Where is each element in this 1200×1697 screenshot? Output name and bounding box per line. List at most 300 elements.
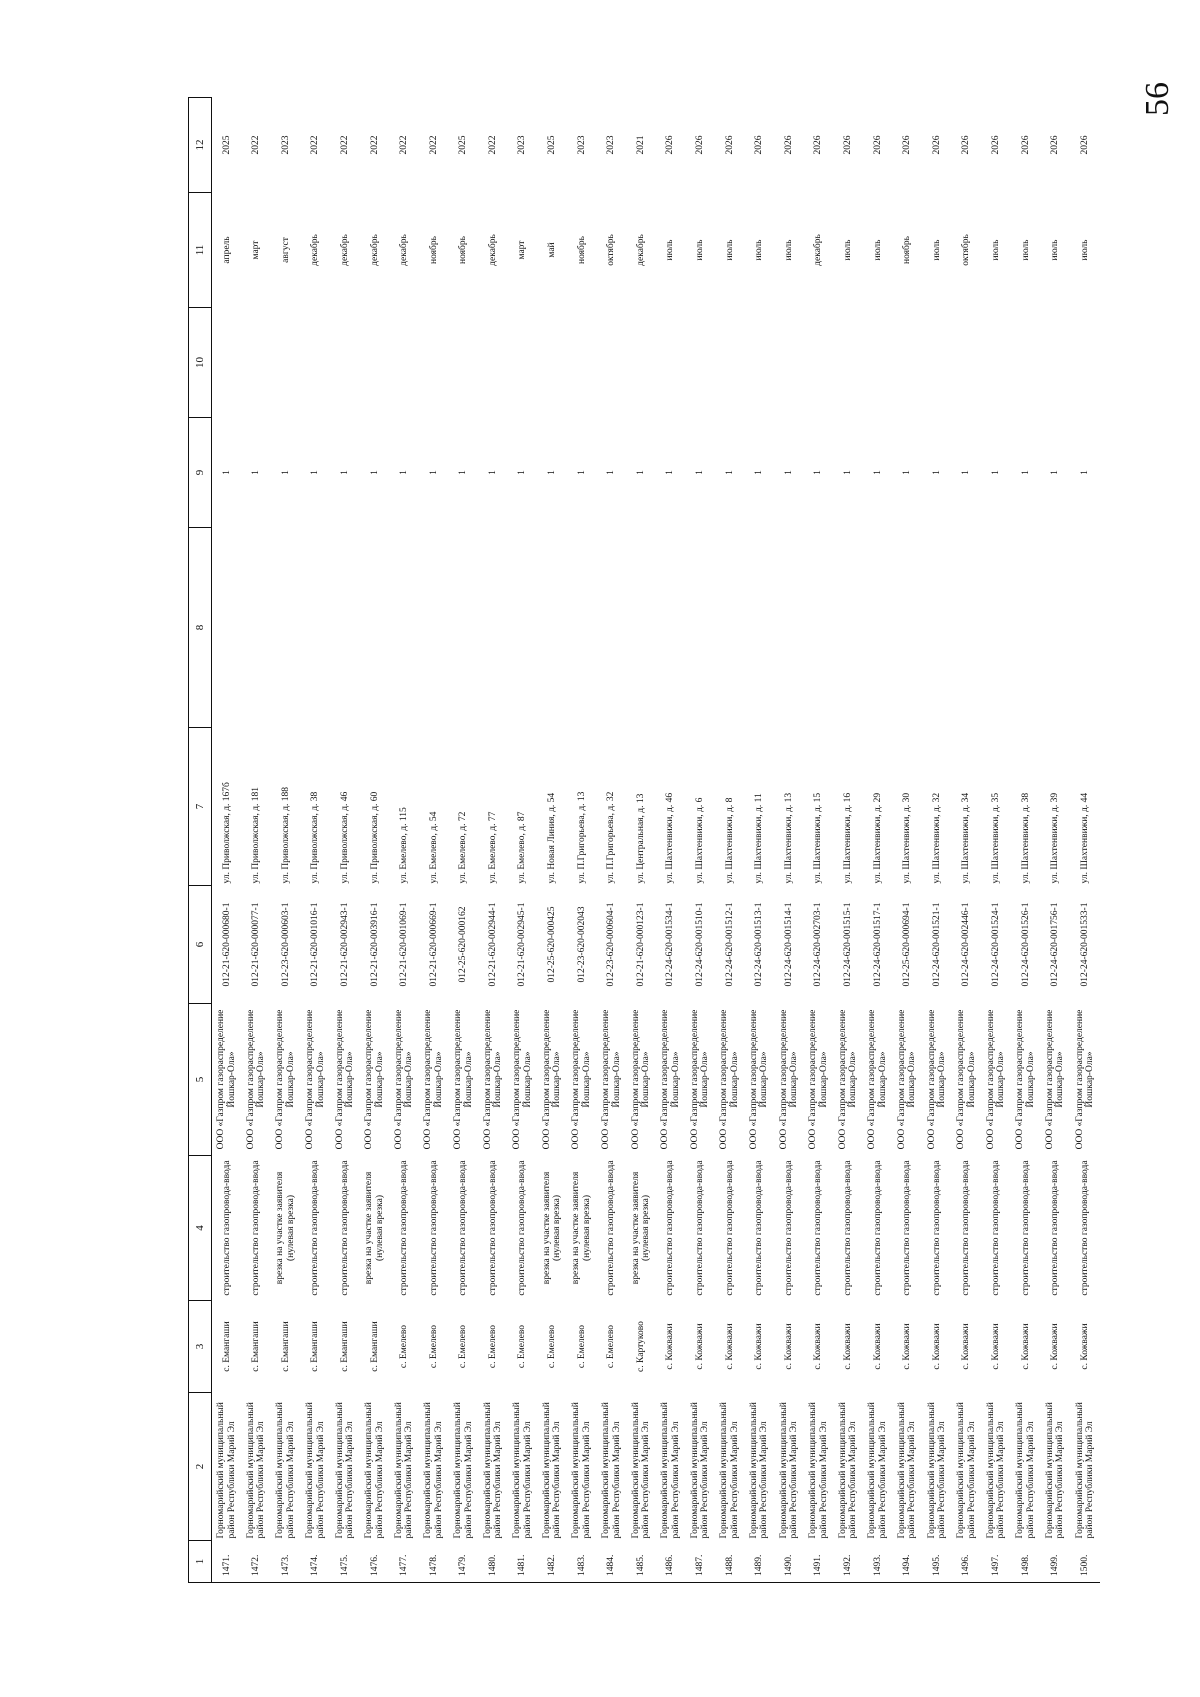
cell-col-7: ул. Шахтенвижи, д. 30 xyxy=(902,792,913,884)
cell-col-3: с. Емангаши xyxy=(221,1321,232,1372)
cell-col-7: ул. Шахтенвижи, д. 13 xyxy=(783,792,794,884)
cell-col-12: 2023 xyxy=(517,135,528,155)
cell-col-6: 012-24-620-002703-1 xyxy=(813,902,824,987)
cell-col-8 xyxy=(449,528,479,728)
cell-col-3: с. Емангаши xyxy=(369,1321,380,1372)
cell-col-12: 2026 xyxy=(1020,135,1031,155)
table-row xyxy=(567,98,597,1583)
cell-col-12: 2026 xyxy=(724,135,735,155)
cell-col-8 xyxy=(863,528,893,728)
cell-col-9: 1 xyxy=(310,470,321,475)
cell-col-4: врезка на участке заявителя (нулевая врезка) xyxy=(630,1171,652,1285)
cell-col-9: 1 xyxy=(547,470,558,475)
cell-col-11: декабрь xyxy=(310,234,321,266)
cell-col-5: ООО «Газпром газораспределение Йошкар-Ола» xyxy=(837,1009,859,1150)
cell-col-12: 2026 xyxy=(872,135,883,155)
cell-col-6: 012-25-620-000694-1 xyxy=(902,902,913,987)
cell-col-1: 1498. xyxy=(1020,1554,1031,1576)
cell-col-3: с. Кожважи xyxy=(931,1323,942,1370)
cell-col-2: Горномарийский муниципальный район Республики Марий Эл xyxy=(334,1402,356,1539)
cell-col-4: врезка на участке заявителя (нулевая врезка) xyxy=(364,1171,385,1285)
cell-col-1: 1473. xyxy=(280,1554,291,1576)
cell-col-11: декабрь xyxy=(369,234,380,266)
cell-col-8 xyxy=(952,528,982,728)
column-header-6: 6 xyxy=(189,886,212,1004)
cell-col-12: 2026 xyxy=(931,135,942,155)
column-header-8: 8 xyxy=(189,528,212,728)
cell-col-2: Горномарийский муниципальный район Республики Марий Эл xyxy=(630,1402,652,1539)
cell-col-7: ул. Емелево, д. 115 xyxy=(399,807,410,884)
cell-col-6: 012-21-620-001069-1 xyxy=(399,902,410,987)
cell-col-5: ООО «Газпром газораспределение Йошкар-Ола» xyxy=(393,1009,415,1150)
cell-col-11: июль xyxy=(1050,239,1061,261)
cell-col-12: 2022 xyxy=(428,135,439,155)
cell-col-7: ул. Шахтенвижи, д. 38 xyxy=(1020,792,1031,884)
cell-col-5: ООО «Газпром газораспределение Йошкар-Ола» xyxy=(453,1009,474,1150)
cell-col-7: ул. П.Григорьева, д. 32 xyxy=(606,791,617,884)
cell-col-11: октябрь xyxy=(606,234,617,266)
cell-col-1: 1496. xyxy=(961,1554,972,1576)
cell-col-12: 2026 xyxy=(783,135,794,155)
cell-col-1: 1487. xyxy=(695,1554,706,1576)
cell-col-10 xyxy=(508,308,538,418)
cell-col-3: с. Емелево xyxy=(487,1324,498,1369)
cell-col-7: ул. Приволжская, д. 60 xyxy=(369,791,380,884)
cell-col-5: ООО «Газпром газораспределение Йошкар-Ола» xyxy=(956,1009,977,1150)
cell-col-9: 1 xyxy=(1050,470,1061,475)
cell-col-6: 012-24-620-001514-1 xyxy=(783,902,794,987)
cell-col-2: Горномарийский муниципальный район Республики Марий Эл xyxy=(512,1402,533,1539)
cell-col-10 xyxy=(1070,308,1100,418)
cell-col-4: строительство газопровода-ввода xyxy=(458,1160,469,1296)
cell-col-3: с. Кожважи xyxy=(1079,1323,1090,1370)
cell-col-7: ул. Приволжская, д. 188 xyxy=(280,786,291,884)
cell-col-11: ноябрь xyxy=(576,236,587,264)
cell-col-6: 012-23-620-000604-1 xyxy=(606,902,617,987)
cell-col-10 xyxy=(922,308,952,418)
cell-col-12: 2022 xyxy=(399,135,410,155)
table-row xyxy=(330,98,360,1583)
cell-col-1: 1479. xyxy=(458,1554,469,1576)
cell-col-2: Горномарийский муниципальный район Республики Марий Эл xyxy=(778,1402,800,1539)
cell-col-1: 1480. xyxy=(487,1554,498,1576)
cell-col-3: с. Емангаши xyxy=(280,1321,291,1372)
table-row xyxy=(271,98,301,1583)
cell-col-7: ул. Новая Линия, д. 54 xyxy=(547,792,558,884)
cell-col-9: 1 xyxy=(961,470,972,475)
cell-col-4: строительство газопровода-ввода xyxy=(783,1160,794,1296)
cell-col-12: 2022 xyxy=(251,135,262,155)
cell-col-1: 1492. xyxy=(843,1554,854,1576)
cell-col-12: 2021 xyxy=(635,135,646,155)
cell-col-3: с. Емелево xyxy=(399,1324,410,1369)
cell-col-4: строительство газопровода-ввода xyxy=(724,1160,735,1296)
cell-col-5: ООО «Газпром газораспределение Йошкар-Ола» xyxy=(985,1009,1007,1150)
cell-col-9: 1 xyxy=(990,470,1001,475)
cell-col-8 xyxy=(804,528,834,728)
cell-col-5: ООО «Газпром газораспределение Йошкар-Ола» xyxy=(245,1009,267,1150)
table-row xyxy=(922,98,952,1583)
cell-col-6: 012-21-620-002945-1 xyxy=(517,902,528,987)
cell-col-11: октябрь xyxy=(961,234,972,266)
cell-col-7: ул. П.Григорьева, д. 13 xyxy=(576,791,587,884)
cell-col-12: 2026 xyxy=(902,135,913,155)
column-header-2: 2 xyxy=(189,1393,212,1541)
cell-col-4: строительство газопровода-ввода xyxy=(990,1160,1001,1296)
cell-col-12: 2026 xyxy=(754,135,765,155)
cell-col-6: 012-21-620-000680-1 xyxy=(221,902,232,987)
cell-col-10 xyxy=(981,308,1011,418)
cell-col-1: 1481. xyxy=(517,1554,528,1576)
cell-col-5: ООО «Газпром газораспределение Йошкар-Ола» xyxy=(748,1009,770,1150)
table-row xyxy=(656,98,686,1583)
cell-col-7: ул. Шахтенвижи, д. 46 xyxy=(665,792,676,884)
cell-col-1: 1477. xyxy=(399,1554,410,1576)
cell-col-8 xyxy=(1070,528,1100,728)
table-row xyxy=(863,98,893,1583)
table-row xyxy=(597,98,627,1583)
cell-col-12: 2022 xyxy=(369,135,380,155)
cell-col-8 xyxy=(626,528,656,728)
cell-col-9: 1 xyxy=(695,470,706,475)
cell-col-11: июль xyxy=(1079,239,1090,261)
cell-col-11: декабрь xyxy=(635,234,646,266)
cell-col-10 xyxy=(804,308,834,418)
cell-col-6: 012-23-620-002043 xyxy=(576,906,587,983)
cell-col-12: 2026 xyxy=(990,135,1001,155)
cell-col-8 xyxy=(597,528,627,728)
cell-col-9: 1 xyxy=(428,470,439,475)
cell-col-6: 012-21-620-000669-1 xyxy=(428,902,439,987)
cell-col-7: ул. Приволжская, д. 46 xyxy=(339,791,350,884)
cell-col-5: ООО «Газпром газораспределение Йошкар-Ола» xyxy=(216,1009,237,1150)
cell-col-5: ООО «Газпром газораспределение Йошкар-Ола» xyxy=(896,1009,918,1150)
cell-col-2: Горномарийский муниципальный район Республики Марий Эл xyxy=(808,1402,829,1539)
cell-col-10 xyxy=(656,308,686,418)
table-row xyxy=(478,98,508,1583)
cell-col-4: строительство газопровода-ввода xyxy=(487,1160,498,1296)
cell-col-8 xyxy=(922,528,952,728)
cell-col-6: 012-24-620-001521-1 xyxy=(931,902,942,987)
cell-col-8 xyxy=(242,528,272,728)
cell-col-6: 012-24-620-001515-1 xyxy=(843,902,854,987)
cell-col-3: с. Кожважи xyxy=(665,1323,676,1370)
cell-col-2: Горномарийский муниципальный район Республики Марий Эл xyxy=(423,1402,444,1539)
cell-col-6: 012-21-620-001016-1 xyxy=(310,902,321,987)
cell-col-9: 1 xyxy=(872,470,883,475)
cell-col-9: 1 xyxy=(783,470,794,475)
cell-col-10 xyxy=(360,308,390,418)
cell-col-2: Горномарийский муниципальный район Республики Марий Эл xyxy=(956,1402,977,1539)
cell-col-6: 012-23-620-000603-1 xyxy=(280,902,291,987)
cell-col-8 xyxy=(330,528,360,728)
table-row xyxy=(745,98,775,1583)
cell-col-9: 1 xyxy=(931,470,942,475)
cell-col-8 xyxy=(1041,528,1071,728)
cell-col-8 xyxy=(1011,528,1041,728)
cell-col-5: ООО «Газпром газораспределение Йошкар-Ола» xyxy=(305,1009,326,1150)
cell-col-3: с. Кожважи xyxy=(990,1323,1001,1370)
cell-col-3: с. Кожважи xyxy=(961,1323,972,1370)
cell-col-4: строительство газопровода-ввода xyxy=(872,1160,883,1296)
cell-col-4: строительство газопровода-ввода xyxy=(843,1160,854,1296)
cell-col-5: ООО «Газпром газораспределение Йошкар-Ола» xyxy=(275,1009,296,1150)
cell-col-9: 1 xyxy=(221,470,232,475)
cell-col-12: 2022 xyxy=(310,135,321,155)
cell-col-9: 1 xyxy=(517,470,528,475)
cell-col-2: Горномарийский муниципальный район Республики Марий Эл xyxy=(1044,1402,1066,1539)
cell-col-1: 1486. xyxy=(665,1554,676,1576)
cell-col-4: строительство газопровода-ввода xyxy=(695,1160,706,1296)
cell-col-11: август xyxy=(280,237,291,263)
cell-col-11: март xyxy=(251,240,262,260)
cell-col-1: 1478. xyxy=(428,1554,439,1576)
cell-col-6: 012-25-620-000425 xyxy=(547,906,558,983)
cell-col-12: 2026 xyxy=(665,135,676,155)
cell-col-7: ул. Емелево, д. 54 xyxy=(428,811,439,884)
cell-col-2: Горномарийский муниципальный район Республики Марий Эл xyxy=(837,1402,859,1539)
cell-col-3: с. Кожважи xyxy=(754,1323,765,1370)
cell-col-5: ООО «Газпром газораспределение Йошкар-Ола» xyxy=(423,1009,444,1150)
cell-col-1: 1476. xyxy=(369,1554,380,1576)
cell-col-7: ул. Шахтенвижи, д. 15 xyxy=(813,792,824,884)
column-header-11: 11 xyxy=(189,193,212,308)
cell-col-3: с. Кожважи xyxy=(1050,1323,1061,1370)
cell-col-8 xyxy=(567,528,597,728)
column-header-12: 12 xyxy=(189,98,212,193)
table-row xyxy=(212,98,242,1583)
cell-col-5: ООО «Газпром газораспределение Йошкар-Ола» xyxy=(1044,1009,1066,1150)
cell-col-10 xyxy=(478,308,508,418)
cell-col-3: с. Кожважи xyxy=(872,1323,883,1370)
cell-col-8 xyxy=(715,528,745,728)
rotated-table xyxy=(188,98,1200,1583)
cell-col-4: строительство газопровода-ввода xyxy=(428,1160,439,1296)
cell-col-5: ООО «Газпром газораспределение Йошкар-Ола» xyxy=(541,1009,563,1150)
cell-col-10 xyxy=(1041,308,1071,418)
cell-col-11: апрель xyxy=(221,236,232,264)
cell-col-6: 012-25-620-000162 xyxy=(458,906,469,983)
cell-col-10 xyxy=(449,308,479,418)
cell-col-7: ул. Шахтенвижи, д. 39 xyxy=(1050,792,1061,884)
cell-col-11: декабрь xyxy=(487,234,498,266)
cell-col-1: 1489. xyxy=(754,1554,765,1576)
cell-col-3: с. Емелево xyxy=(606,1324,617,1369)
cell-col-5: ООО «Газпром газораспределение Йошкар-Ола» xyxy=(364,1009,385,1150)
cell-col-8 xyxy=(745,528,775,728)
cell-col-2: Горномарийский муниципальный район Республики Марий Эл xyxy=(541,1402,563,1539)
cell-col-11: декабрь xyxy=(339,234,350,266)
cell-col-5: ООО «Газпром газораспределение Йошкар-Ола» xyxy=(482,1009,504,1150)
cell-col-3: с. Кожважи xyxy=(813,1323,824,1370)
table-row xyxy=(952,98,982,1583)
cell-col-8 xyxy=(893,528,923,728)
column-header-9: 9 xyxy=(189,418,212,528)
cell-col-8 xyxy=(774,528,804,728)
cell-col-5: ООО «Газпром газораспределение Йошкар-Ола» xyxy=(660,1009,681,1150)
table-row xyxy=(390,98,420,1583)
cell-col-12: 2023 xyxy=(280,135,291,155)
cell-col-3: с. Емангаши xyxy=(339,1321,350,1372)
cell-col-11: декабрь xyxy=(813,234,824,266)
table-row xyxy=(508,98,538,1583)
table-row xyxy=(626,98,656,1583)
cell-col-6: 012-24-620-001517-1 xyxy=(872,902,883,987)
column-header-3: 3 xyxy=(189,1301,212,1393)
cell-col-5: ООО «Газпром газораспределение Йошкар-Ола» xyxy=(808,1009,829,1150)
cell-col-11: июль xyxy=(783,239,794,261)
column-header-7: 7 xyxy=(189,728,212,886)
cell-col-2: Горномарийский муниципальный район Республики Марий Эл xyxy=(896,1402,918,1539)
cell-col-9: 1 xyxy=(280,470,291,475)
cell-col-9: 1 xyxy=(576,470,587,475)
cell-col-1: 1488. xyxy=(724,1554,735,1576)
cell-col-5: ООО «Газпром газораспределение Йошкар-Ола» xyxy=(867,1009,888,1150)
cell-col-3: с. Кожважи xyxy=(783,1323,794,1370)
cell-col-11: ноябрь xyxy=(458,236,469,264)
cell-col-1: 1490. xyxy=(783,1554,794,1576)
cell-col-2: Горномарийский муниципальный район Республики Марий Эл xyxy=(748,1402,770,1539)
cell-col-11: июль xyxy=(1020,239,1031,261)
cell-col-10 xyxy=(833,308,863,418)
cell-col-5: ООО «Газпром газораспределение Йошкар-Ола» xyxy=(571,1009,592,1150)
table-body xyxy=(212,98,1100,1583)
cell-col-3: с. Кожважи xyxy=(843,1323,854,1370)
cell-col-3: с. Емелево xyxy=(428,1324,439,1369)
cell-col-2: Горномарийский муниципальный район Республики Марий Эл xyxy=(245,1402,267,1539)
cell-col-10 xyxy=(419,308,449,418)
cell-col-6: 012-24-620-001526-1 xyxy=(1020,902,1031,987)
header-row xyxy=(189,98,212,1583)
cell-col-12: 2023 xyxy=(606,135,617,155)
cell-col-10 xyxy=(863,308,893,418)
cell-col-10 xyxy=(567,308,597,418)
cell-col-7: ул. Шахтенвижи, д. 29 xyxy=(872,792,883,884)
cell-col-5: ООО «Газпром газораспределение Йошкар-Ола» xyxy=(630,1009,652,1150)
table-row xyxy=(301,98,331,1583)
column-header-5: 5 xyxy=(189,1004,212,1156)
cell-col-6: 012-21-620-003916-1 xyxy=(369,902,380,987)
cell-col-8 xyxy=(478,528,508,728)
cell-col-4: врезка на участке заявителя (нулевая врезка) xyxy=(541,1171,563,1285)
cell-col-1: 1497. xyxy=(990,1554,1001,1576)
cell-col-5: ООО «Газпром газораспределение Йошкар-Ола» xyxy=(1074,1009,1096,1150)
cell-col-12: 2026 xyxy=(1050,135,1061,155)
cell-col-4: строительство газопровода-ввода xyxy=(813,1160,824,1296)
cell-col-11: июль xyxy=(990,239,1001,261)
cell-col-9: 1 xyxy=(458,470,469,475)
cell-col-1: 1491. xyxy=(813,1554,824,1576)
cell-col-3: с. Емангаши xyxy=(251,1321,262,1372)
table-row xyxy=(1011,98,1041,1583)
cell-col-10 xyxy=(301,308,331,418)
cell-col-9: 1 xyxy=(399,470,410,475)
cell-col-2: Горномарийский муниципальный район Республики Марий Эл xyxy=(689,1402,711,1539)
cell-col-7: ул. Емелево, д. 87 xyxy=(517,811,528,884)
cell-col-6: 012-21-620-000077-1 xyxy=(251,902,262,987)
cell-col-7: ул. Шахтенвижи, д. 34 xyxy=(961,792,972,884)
cell-col-1: 1500. xyxy=(1079,1554,1090,1576)
cell-col-9: 1 xyxy=(754,470,765,475)
cell-col-5: ООО «Газпром газораспределение Йошкар-Ола» xyxy=(689,1009,711,1150)
cell-col-6: 012-24-620-001534-1 xyxy=(665,902,676,987)
cell-col-3: с. Емелево xyxy=(517,1324,528,1369)
table-row xyxy=(1070,98,1100,1583)
cell-col-1: 1483. xyxy=(576,1554,587,1576)
cell-col-12: 2026 xyxy=(1079,135,1090,155)
cell-col-2: Горномарийский муниципальный район Республики Марий Эл xyxy=(985,1402,1007,1539)
cell-col-12: 2026 xyxy=(813,135,824,155)
cell-col-12: 2022 xyxy=(339,135,350,155)
cell-col-1: 1484. xyxy=(606,1554,617,1576)
cell-col-5: ООО «Газпром газораспределение Йошкар-Ола» xyxy=(512,1009,533,1150)
cell-col-11: июль xyxy=(843,239,854,261)
cell-col-8 xyxy=(686,528,716,728)
cell-col-1: 1474. xyxy=(310,1554,321,1576)
cell-col-10 xyxy=(745,308,775,418)
cell-col-2: Горномарийский муниципальный район Республики Марий Эл xyxy=(216,1402,237,1539)
cell-col-2: Горномарийский муниципальный район Республики Марий Эл xyxy=(453,1402,474,1539)
cell-col-8 xyxy=(271,528,301,728)
cell-col-3: с. Кожважи xyxy=(695,1323,706,1370)
table-row xyxy=(833,98,863,1583)
cell-col-5: ООО «Газпром газораспределение Йошкар-Ола» xyxy=(601,1009,622,1150)
cell-col-7: ул. Приволжская, д. 38 xyxy=(310,791,321,884)
table-row xyxy=(686,98,716,1583)
cell-col-11: март xyxy=(517,240,528,260)
cell-col-4: строительство газопровода-ввода xyxy=(517,1160,528,1296)
cell-col-6: 012-24-620-001510-1 xyxy=(695,902,706,987)
table-row xyxy=(804,98,834,1583)
cell-col-3: с. Картуково xyxy=(635,1321,646,1372)
cell-col-5: ООО «Газпром газораспределение Йошкар-Ола» xyxy=(1015,1009,1036,1150)
cell-col-9: 1 xyxy=(1020,470,1031,475)
cell-col-4: строительство газопровода-ввода xyxy=(931,1160,942,1296)
table-row xyxy=(981,98,1011,1583)
cell-col-10 xyxy=(715,308,745,418)
cell-col-10 xyxy=(686,308,716,418)
cell-col-8 xyxy=(538,528,568,728)
cell-col-7: ул. Шахтенвижи, д. 44 xyxy=(1079,792,1090,884)
cell-col-7: ул. Шахтенвижи, д. 8 xyxy=(724,797,735,884)
cell-col-9: 1 xyxy=(843,470,854,475)
cell-col-10 xyxy=(774,308,804,418)
cell-col-7: ул. Шахтенвижи, д. 32 xyxy=(931,792,942,884)
table-row xyxy=(449,98,479,1583)
cell-col-7: ул. Шахтенвижи, д. 16 xyxy=(843,792,854,884)
cell-col-1: 1499. xyxy=(1050,1554,1061,1576)
cell-col-2: Горномарийский муниципальный район Республики Марий Эл xyxy=(601,1402,622,1539)
cell-col-1: 1493. xyxy=(872,1554,883,1576)
cell-col-7: ул. Шахтенвижи, д. 11 xyxy=(754,793,765,884)
cell-col-5: ООО «Газпром газораспределение Йошкар-Ола» xyxy=(719,1009,740,1150)
cell-col-4: строительство газопровода-ввода xyxy=(606,1160,617,1296)
table-row xyxy=(242,98,272,1583)
cell-col-5: ООО «Газпром газораспределение Йошкар-Ола» xyxy=(926,1009,948,1150)
cell-col-7: ул. Приволжская, д. 167б xyxy=(221,782,232,884)
cell-col-7: ул. Приволжская, д. 181 xyxy=(251,786,262,884)
cell-col-10 xyxy=(538,308,568,418)
cell-col-3: с. Емелево xyxy=(547,1324,558,1369)
cell-col-8 xyxy=(419,528,449,728)
cell-col-10 xyxy=(271,308,301,418)
cell-col-4: строительство газопровода-ввода xyxy=(251,1160,262,1296)
cell-col-8 xyxy=(301,528,331,728)
cell-col-4: строительство газопровода-ввода xyxy=(221,1160,232,1296)
cell-col-6: 012-21-620-002943-1 xyxy=(339,902,350,987)
cell-col-3: с. Кожважи xyxy=(1020,1323,1031,1370)
table-row xyxy=(1041,98,1071,1583)
